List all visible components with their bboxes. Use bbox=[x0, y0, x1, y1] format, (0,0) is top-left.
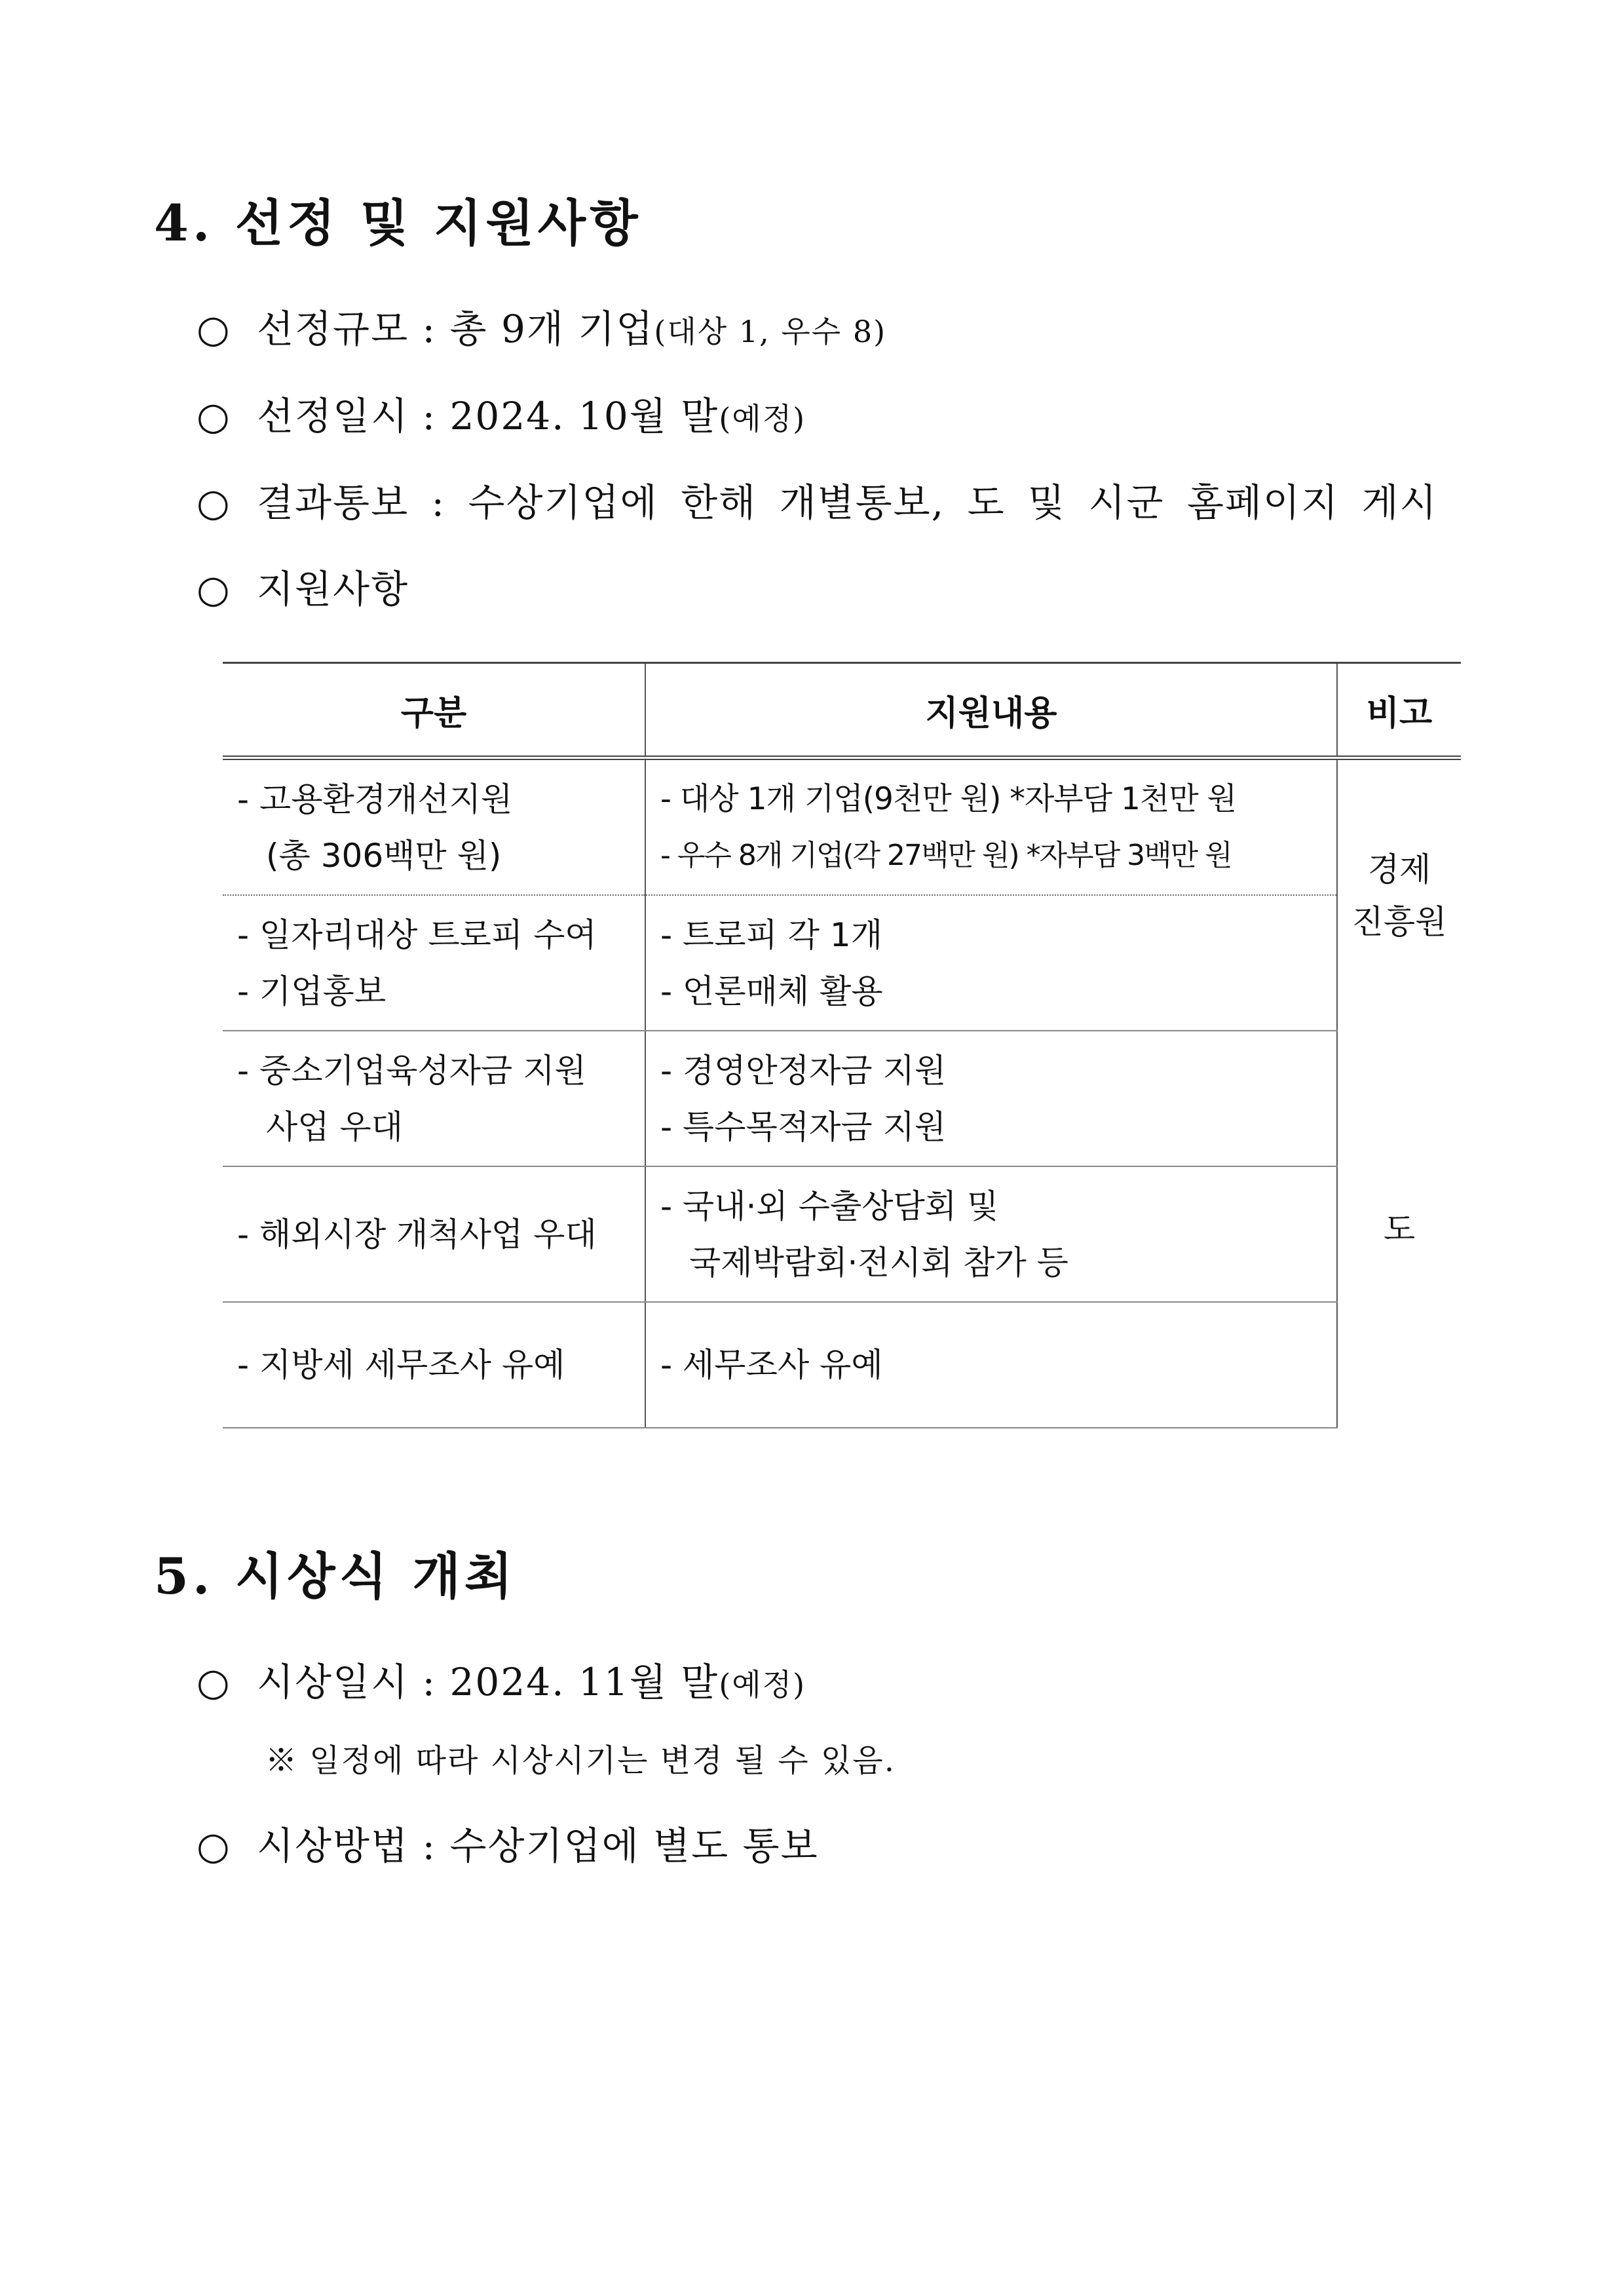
circle-bullet-icon: ○ bbox=[197, 480, 231, 525]
selection-date-text: 선정일시 : 2024. 10월 말 bbox=[257, 394, 719, 438]
circle-bullet-icon: ○ bbox=[197, 1660, 231, 1704]
table-row bbox=[223, 1031, 1461, 1166]
remark-cell-province bbox=[1337, 1031, 1461, 1428]
category-line: 사업 우대 bbox=[266, 1107, 404, 1146]
ceremony-method-text: 시상방법 : 수상기업에 별도 통보 bbox=[257, 1824, 819, 1868]
table-row bbox=[223, 1166, 1461, 1302]
category-cell bbox=[223, 758, 645, 896]
column-header-remarks: 비고 bbox=[1337, 663, 1461, 758]
section-4-heading: 4. 선정 및 지원사항 bbox=[154, 194, 642, 252]
table-row bbox=[223, 758, 1461, 896]
content-line: 국제박람회·전시회 참가 등 bbox=[689, 1243, 1068, 1282]
remark-line: 도 bbox=[1383, 1210, 1416, 1248]
section-5-heading: 5. 시상식 개최 bbox=[154, 1547, 517, 1605]
support-items-item bbox=[197, 558, 409, 613]
selection-date-item bbox=[197, 385, 806, 440]
content-line: - 언론매체 활용 bbox=[660, 972, 883, 1010]
category-line: - 일자리대상 트로피 수여 bbox=[237, 915, 597, 954]
category-cell bbox=[223, 1302, 645, 1428]
remark-line: 경제 bbox=[1367, 850, 1431, 889]
content-cell bbox=[645, 1166, 1337, 1302]
ceremony-date-detail: (예정) bbox=[719, 1667, 806, 1702]
content-cell bbox=[645, 1302, 1337, 1428]
selection-scale-text: 선정규모 : 총 9개 기업 bbox=[257, 307, 654, 351]
table-row bbox=[223, 895, 1461, 1031]
ceremony-date-text: 시상일시 : 2024. 11월 말 bbox=[257, 1660, 719, 1704]
ceremony-date-item bbox=[197, 1651, 806, 1706]
column-header-category: 구분 bbox=[223, 663, 645, 758]
content-line: - 대상 1개 기업(9천만 원) *자부담 1천만 원 bbox=[660, 780, 1237, 817]
category-line: - 해외시장 개척사업 우대 bbox=[237, 1215, 597, 1253]
circle-bullet-icon: ○ bbox=[197, 567, 231, 611]
content-line: - 세무조사 유예 bbox=[660, 1346, 883, 1384]
category-line: - 지방세 세무조사 유예 bbox=[237, 1346, 565, 1384]
content-cell bbox=[645, 1031, 1337, 1166]
schedule-change-note: ※ 일정에 따라 시상시기는 변경 될 수 있음. bbox=[265, 1742, 896, 1779]
category-line: - 중소기업육성자금 지원 bbox=[237, 1051, 586, 1090]
result-notice-text: 결과통보 : 수상기업에 한해 개별통보, 도 및 시군 홈페이지 게시 bbox=[257, 480, 1438, 525]
table-row bbox=[223, 1302, 1461, 1428]
circle-bullet-icon: ○ bbox=[197, 307, 231, 351]
column-header-content: 지원내용 bbox=[645, 663, 1337, 758]
content-cell bbox=[645, 895, 1337, 1031]
content-line: - 우수 8개 기업(각 27백만 원) *자부담 3백만 원 bbox=[660, 838, 1232, 872]
remark-line: 진흥원 bbox=[1351, 902, 1447, 941]
remark-cell-economy bbox=[1337, 758, 1461, 1031]
selection-date-detail: (예정) bbox=[719, 401, 806, 436]
ceremony-method-item bbox=[197, 1815, 819, 1870]
content-cell bbox=[645, 758, 1337, 896]
category-cell bbox=[223, 1166, 645, 1302]
content-line: - 트로피 각 1개 bbox=[660, 915, 883, 954]
table-header-row bbox=[223, 663, 1461, 758]
category-cell bbox=[223, 895, 645, 1031]
selection-scale-detail: (대상 1, 우수 8) bbox=[654, 314, 887, 349]
circle-bullet-icon: ○ bbox=[197, 1824, 231, 1868]
support-items-text: 지원사항 bbox=[257, 567, 409, 611]
category-line: - 고용환경개선지원 bbox=[237, 780, 513, 818]
result-notice-item bbox=[197, 472, 1438, 527]
circle-bullet-icon: ○ bbox=[197, 394, 231, 438]
category-line: (총 306백만 원) bbox=[266, 836, 502, 875]
content-line: - 경영안정자금 지원 bbox=[660, 1051, 947, 1090]
category-line: - 기업홍보 bbox=[237, 972, 387, 1010]
content-line: - 특수목적자금 지원 bbox=[660, 1107, 947, 1146]
category-cell bbox=[223, 1031, 645, 1166]
content-line: - 국내·외 수출상담회 및 bbox=[660, 1187, 999, 1225]
support-table bbox=[223, 662, 1461, 1428]
selection-scale-item bbox=[197, 298, 886, 353]
